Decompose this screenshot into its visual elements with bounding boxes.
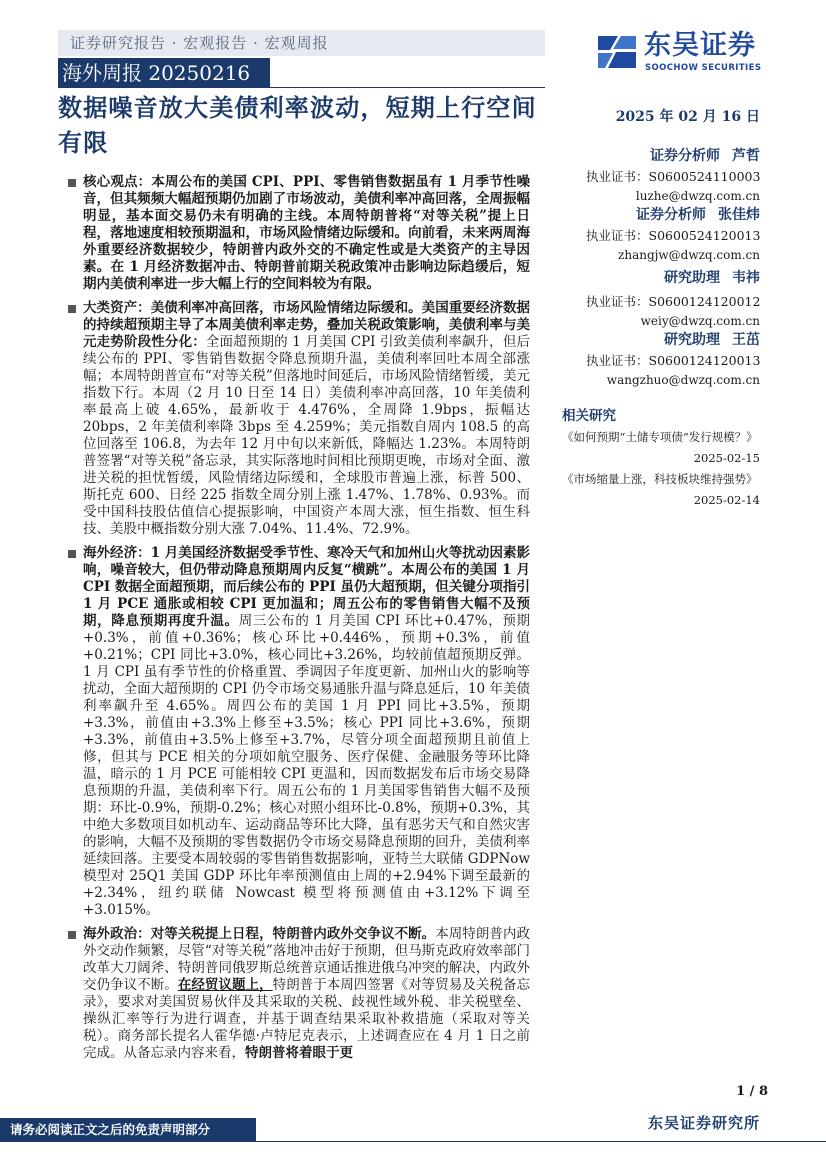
analyst-name-row [586,146,760,167]
paragraph-lead: 海外政治：对等关税提上日程，特朗普内政外交争议不断。 [83,926,436,942]
overseas-politics-paragraph [68,926,530,1060]
analyst-role: 研究助理 [664,332,720,348]
analyst-card [586,268,760,330]
bullet-square-icon [68,179,76,187]
paragraph-emphasis: 在经贸议题上， [177,977,273,993]
analyst-email: weiy@dwzq.com.cn [640,314,760,328]
logo-chinese-name: 东吴证券 [644,30,756,61]
analyst-name-row [586,330,760,351]
report-body [68,174,530,1060]
logo-english-name: SOOCHOW SECURITIES [645,63,762,73]
related-report-date: 2025-02-14 [693,493,760,507]
institute-name: 东吴证券研究所 [647,1114,760,1132]
analyst-email: zhangjw@dwzq.com.cn [618,248,760,262]
related-report-link[interactable]: 《如何预期“土储专项债”发行规模？》 [562,430,758,444]
analyst-name: 韦祎 [732,270,760,286]
analyst-name: 王茁 [732,332,760,348]
analyst-card [586,205,760,264]
analyst-card [586,146,760,205]
header-divider [270,87,545,88]
analyst-email: wangzhuo@dwzq.com.cn [606,373,760,387]
bullet-square-icon [68,305,76,313]
paragraph-emphasis: 特朗普将着眼于更 [245,1045,353,1060]
analyst-name-row [586,268,760,289]
analyst-card [586,330,760,389]
report-date: 2025 年 02 月 16 日 [615,109,760,125]
analyst-name: 芦哲 [732,148,760,164]
related-research-heading: 相关研究 [562,408,616,424]
paragraph-text: 核心观点：本周公布的美国 CPI、PPI、零售销售数据虽有 1 月季节性噪音，但其频频大幅超预期仍加剧了市场波动，美债利率冲高回落，全周振幅明显，基本面交易仍未有明确的主线。本周特朗普将“对等关税”提上日程，落地速度相较预期温和，市场风险情绪边际缓和。向前看，未来两周海外重要经济数据较少，特朗普内政外交的不确定性或是大类资产的主导因素。在 1 月经济数据冲击、特朗普前期关税政策冲击影响边际趋缓后，短期内美债利率进一步大幅上行的空间料较为有限。 [83,174,530,292]
analyst-email: luzhe@dwzq.com.cn [635,189,760,203]
analyst-role: 证券分析师 [650,148,720,164]
analyst-name: 张佳炜 [718,207,760,223]
paragraph-text: 本周特朗普内政外交动作频繁，尽管“对等关税”落地冲击好于预期，但马斯克政府效率部门改革大刀阔斧、特朗普同俄罗斯总统普京通话推进俄乌冲突的解决，内政外交仍争议不断。 [83,926,530,993]
paragraph-lead: 海外经济：1 月美国经济数据受季节性、寒冷天气和加州山火等扰动因素影响，噪音较大，但仍带动降息预期周内反复“横跳”。本周公布的美国 1 月 CPI 数据全面超预期，而后续公布的 PPI 虽仍大超预期，但关键分项指引 1 月 PCE 通胀或相较 CPI 更加温和；周五公布的零售销售大幅不及预期，降息预期再度升温。 [83,545,530,629]
paragraph-text: 全面超预期的 1 月美国 CPI 引致美债利率飙升，但后续公布的 PPI、零售销售数据令降息预期升温，美债利率回吐本周全部涨幅；本周特朗普宣布“对等关税”但落地时间延后，市场风险情绪暂缓，美元指数下行。本周（2 月 10 日至 14 日）美债利率冲高回落，10 年美债利率最高上破 4.65%，最新收于 4.476%，全周降 1.9bps，振幅达 20bps，2 年美债利率降 3bps 至 4.259%；美元指数自周内 108.5 的高位回落至 106.8，为去年 12 月中旬以来新低，降幅达 1.23%。本周特朗普签署“对等关税”备忘录，其实际落地时间相比预期更晚，市场对全面、激进关税的担忧暂缓，风险情绪边际缓和，全球股市普遍上涨，标普 500、斯托克 600、日经 225 指数全周分别上涨 1.47%、1.78%、0.93%。而受中国科技股估值信心提振影响，中国资产本周大涨，恒生指数、恒生科技、美股中概指数分别大涨 7.04%、11.4%、72.9%。 [83,334,530,537]
analyst-role: 证券分析师 [636,207,706,223]
disclaimer-notice: 请务必阅读正文之后的免责声明部分 [0,1118,256,1142]
soochow-logo-icon [594,30,640,74]
analyst-certificate: 执业证书：S0600524110003 [586,169,761,184]
bullet-square-icon [68,931,76,939]
company-logo [594,30,774,76]
analyst-certificate: 执业证书：S0600124120013 [586,353,761,368]
paragraph-lead: 大类资产：美债利率冲高回落，市场风险情绪边际缓和。美国重要经济数据的持续超预期主导了本周美债利率走势，叠加关税政策影响，美债利率与美元走势阶段性分化： [83,300,530,350]
analyst-certificate: 执业证书：S0600124120012 [586,294,761,309]
paragraph-text: 特朗普于本周四签署《对等贸易及关税备忘录》，要求对美国贸易伙伴及其采取的关税、歧视性域外税、非关税壁垒、操纵汇率等行为进行调查，并基于调查结果采取补救措施（采取对等关税）。商务部长提名人霍华德·卢特尼克表示，上述调查应在 4 月 1 日之前完成。从备忘录内容来看， [83,977,530,1060]
related-report-date: 2025-02-15 [693,451,760,465]
overseas-economy-paragraph [68,545,530,919]
report-title: 数据噪音放大美债利率波动，短期上行空间有限 [58,93,537,157]
related-report-link[interactable]: 《市场缩量上涨，科技板块维持强势》 [562,472,758,486]
analyst-name-row [586,205,760,226]
related-research [560,405,760,511]
footer-divider [256,1141,826,1142]
core-view-paragraph [68,174,530,293]
paragraph-text: 周三公布的 1 月美国 CPI 环比+0.47%，预期+0.3%，前值+0.36%；核心环比+0.446%，预期+0.3%，前值+0.21%；CPI 同比+3.0%，核心同比+3.26%，均较前值超预期反弹。1 月 CPI 虽有季节性的价格重置、季调因子年度更新、加州山火的影响等扰动，全面大超预期的 CPI 仍令市场交易通胀升温与降息延后，10 年美债利率飙升至 4.65%。周四公布的美国 1 月 PPI 同比+3.5%，预期+3.3%，前值由+3.3%上修至+3.5%；核心 PPI 同比+3.6%，预期+3.3%，前值由+3.5%上修至+3.7%，尽管分项全面超预期且前值上修，但其与 PCE 相关的分项如航空服务、医疗保健、金融服务等环比降温，暗示的 1 月 PCE 可能相较 CPI 更温和，因而数据发布后市场交易降息预期的升温，美债利率下行。周五公布的 1 月美国零售销售大幅不及预期：环比-0.9%，预期-0.2%；核心对照小组环比-0.8%，预期+0.3%，其中绝大多数项目如机动车、运动商品等环比大降，虽有恶劣天气和自然灾害的影响，大幅不及预期的零售数据仍令市场交易降息预期的回升，美债利率延续回落。主要受本周较弱的零售销售数据影响，亚特兰大联储 GDPNow 模型对 25Q1 美国 GDP 环比年率预测值由上周的+2.94%下调至最新的+2.34%，纽约联储 Nowcast 模型将预测值由+3.12%下调至+3.015%。 [83,613,530,918]
analyst-certificate: 执业证书：S0600524120013 [586,228,761,243]
page-number: 1 / 8 [736,1084,768,1099]
asset-class-paragraph [68,300,530,538]
report-series-tag: 海外周报 20250216 [58,58,270,88]
report-type-banner: 证券研究报告 · 宏观报告 · 宏观周报 [58,30,545,56]
analyst-role: 研究助理 [664,270,720,286]
bullet-square-icon [68,550,76,558]
